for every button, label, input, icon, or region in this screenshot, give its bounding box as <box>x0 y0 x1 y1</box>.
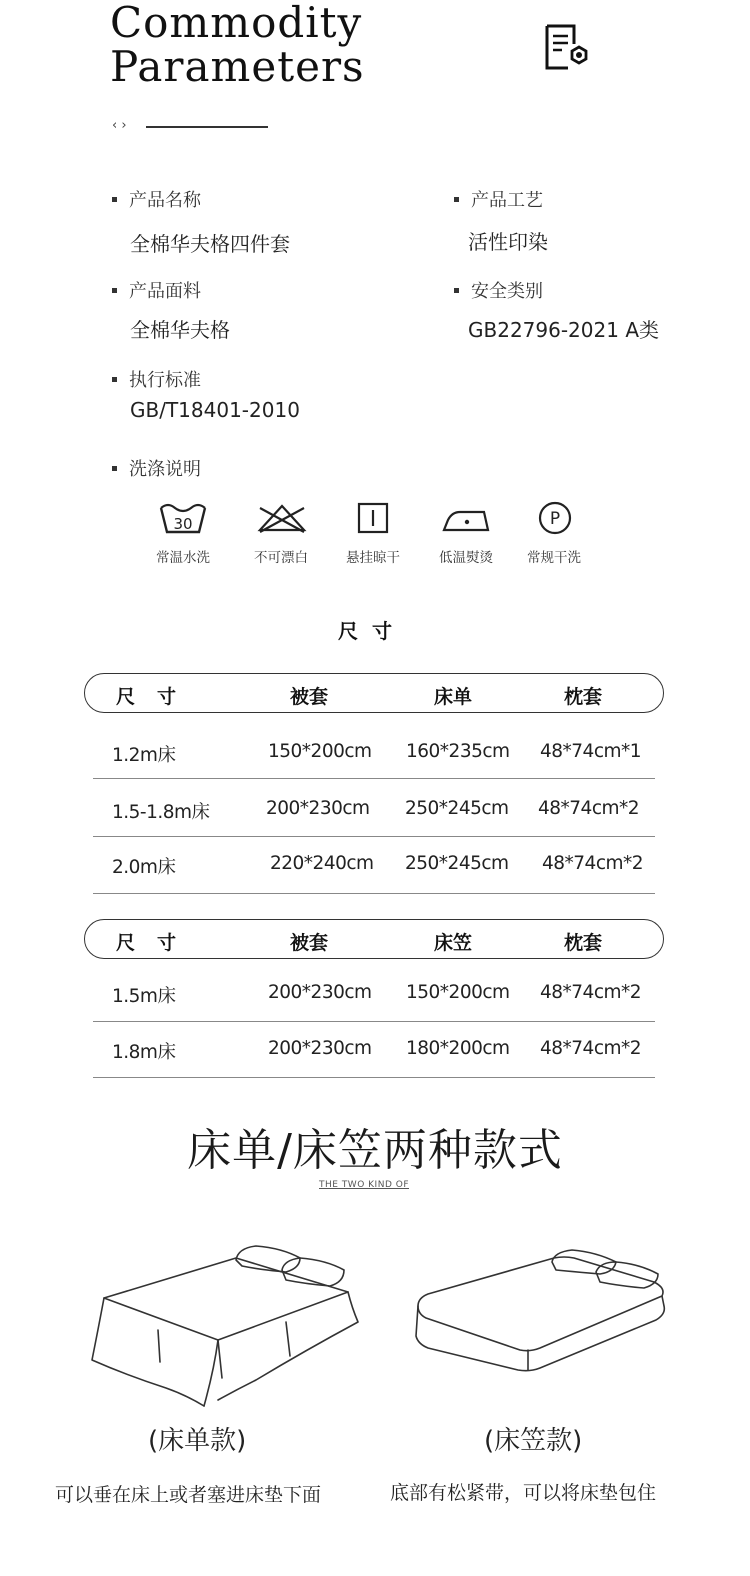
flat-sheet-label: (床单款) <box>148 1426 247 1456</box>
table2-row1-divider <box>93 1021 655 1022</box>
low-iron-icon <box>436 498 496 542</box>
table1-row3-sheet: 250*245cm <box>405 853 509 874</box>
table1-row3-size: 2.0m床 <box>112 857 176 878</box>
table1-header-sheet: 床单 <box>434 686 473 708</box>
dry-clean-p-icon <box>525 498 585 542</box>
hang-dry-icon <box>343 498 403 542</box>
table1-header-size: 尺寸 <box>116 686 199 708</box>
table2-row1-pillow: 48*74cm*2 <box>540 982 642 1003</box>
care-label-no-bleach: 不可漂白 <box>254 550 308 566</box>
table1-row1-sheet: 160*235cm <box>406 741 510 762</box>
table1-header-duvet: 被套 <box>290 686 329 708</box>
table2-row1-duvet: 200*230cm <box>268 982 372 1003</box>
table1-row1-size: 1.2m床 <box>112 745 176 766</box>
flat-sheet-desc: 可以垂在床上或者塞进床垫下面 <box>55 1484 322 1506</box>
header-divider <box>146 126 268 128</box>
svg-text:P: P <box>549 509 561 529</box>
page-title-line2: Parameters <box>110 42 365 91</box>
table1-row1-divider <box>93 778 655 779</box>
document-settings-icon <box>542 22 590 72</box>
styles-subtitle: THE TWO KIND OF <box>319 1180 409 1190</box>
param-value-fabric: 全棉华夫格 <box>130 318 230 342</box>
care-label-low-iron: 低温熨烫 <box>439 550 493 566</box>
param-value-safety: GB22796-2021 A类 <box>468 318 659 342</box>
table1-header-pillow: 枕套 <box>564 686 603 708</box>
table2-header-size: 尺寸 <box>116 932 199 954</box>
table2-row1-size: 1.5m床 <box>112 986 176 1007</box>
fitted-sheet-bed-icon <box>404 1244 670 1374</box>
param-label-fabric: 产品面料 <box>112 277 201 303</box>
care-label-wash: 常温水洗 <box>156 550 210 566</box>
param-label-product-name: 产品名称 <box>112 186 201 212</box>
table2-row2-fitted: 180*200cm <box>406 1038 510 1059</box>
styles-title: 床单/床笠两种款式 <box>187 1125 563 1176</box>
svg-text:30: 30 <box>173 515 193 533</box>
table1-row1-pillow: 48*74cm*1 <box>540 741 642 762</box>
table1-row2-sheet: 250*245cm <box>405 798 509 819</box>
page-title-line1: Commodity <box>110 0 363 47</box>
param-label-standard: 执行标准 <box>112 366 201 392</box>
table1-row3-pillow: 48*74cm*2 <box>542 853 644 874</box>
param-value-product-name: 全棉华夫格四件套 <box>130 232 290 256</box>
param-label-process: 产品工艺 <box>454 186 543 212</box>
care-label-hang-dry: 悬挂晾干 <box>346 550 400 566</box>
table1-row3-duvet: 220*240cm <box>270 853 374 874</box>
chevron-icons: ‹ › <box>112 118 127 133</box>
param-label-safety: 安全类别 <box>454 277 543 303</box>
care-label-dry-clean: 常规干洗 <box>527 550 581 566</box>
table1-row2-duvet: 200*230cm <box>266 798 370 819</box>
flat-sheet-bed-icon <box>86 1240 362 1410</box>
table1-row2-size: 1.5-1.8m床 <box>112 802 210 823</box>
param-label-washing: 洗涤说明 <box>112 455 201 481</box>
fitted-sheet-desc: 底部有松紧带，可以将床垫包住 <box>390 1482 657 1504</box>
param-value-process: 活性印染 <box>468 230 548 254</box>
size-section-title: 尺寸 <box>338 619 406 643</box>
table2-row1-fitted: 150*200cm <box>406 982 510 1003</box>
no-bleach-icon <box>252 498 312 542</box>
table2-row2-size: 1.8m床 <box>112 1042 176 1063</box>
table1-row1-duvet: 150*200cm <box>268 741 372 762</box>
table2-row2-divider <box>93 1077 655 1078</box>
table2-header-pillow: 枕套 <box>564 932 603 954</box>
table2-header-fitted: 床笠 <box>434 932 473 954</box>
table2-header-duvet: 被套 <box>290 932 329 954</box>
param-value-standard: GB/T18401-2010 <box>130 398 300 422</box>
table1-row2-pillow: 48*74cm*2 <box>538 798 640 819</box>
table2-row2-pillow: 48*74cm*2 <box>540 1038 642 1059</box>
table2-row2-duvet: 200*230cm <box>268 1038 372 1059</box>
table1-row2-divider <box>93 836 655 837</box>
fitted-sheet-label: (床笠款) <box>484 1426 583 1456</box>
wash-30-icon <box>153 498 213 542</box>
table1-row3-divider <box>93 893 655 894</box>
